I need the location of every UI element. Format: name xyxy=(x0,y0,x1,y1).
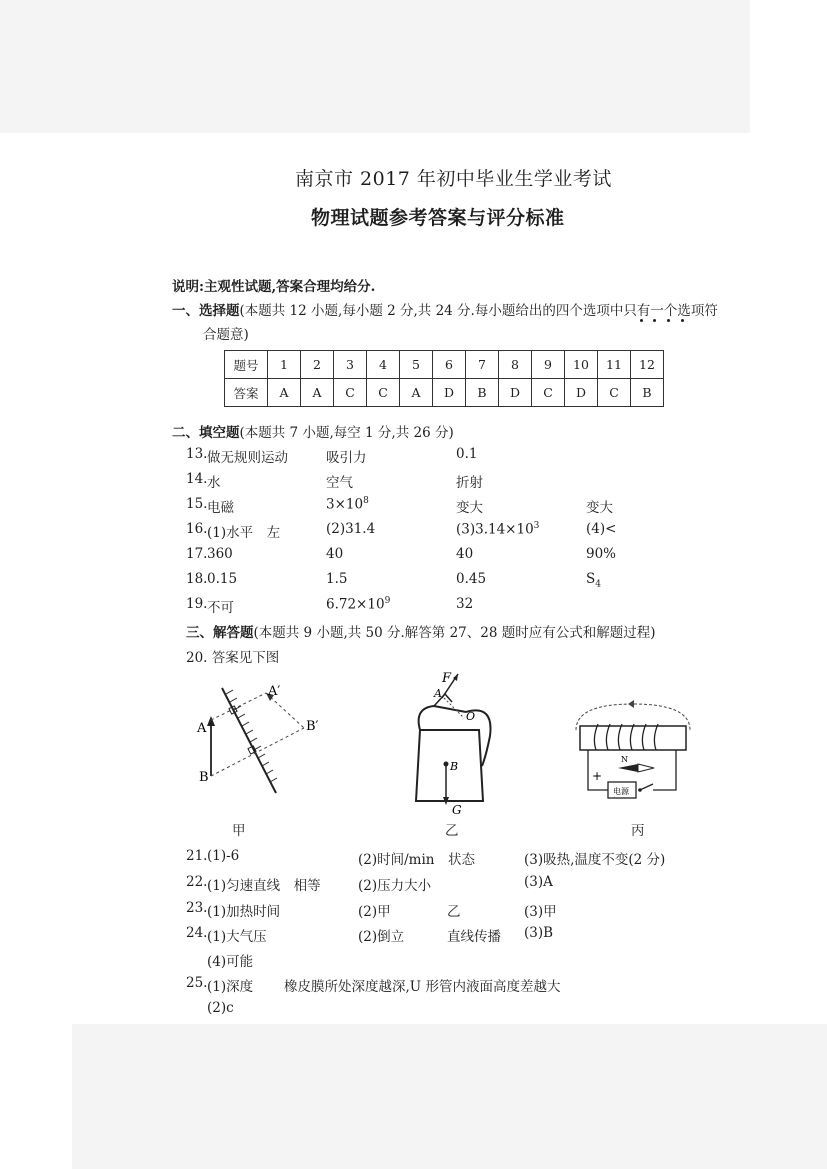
answer-cell: B xyxy=(466,379,499,407)
answer-cell: D xyxy=(565,379,598,407)
label-o: O xyxy=(466,710,476,723)
answer-text: $6.72\times 10^9$ xyxy=(326,596,391,613)
label-a: A xyxy=(197,721,207,736)
answer-cell: A xyxy=(400,379,433,407)
figure-solenoid-diagram xyxy=(568,690,698,805)
answer-text: 直线传播 xyxy=(447,929,501,945)
answer-text: 折射 xyxy=(456,475,483,491)
label-b-prime: B′ xyxy=(306,719,319,734)
answer-cell: C xyxy=(532,379,565,407)
section1-desc-cont: 合题意) xyxy=(203,327,249,343)
question-number: 23. xyxy=(186,900,208,916)
label-power-source: 电源 xyxy=(613,787,629,796)
section1-desc: (本题共 12 小题,每小题 2 分,共 24 分.每小题给出的四个选项中只有一个选项符 xyxy=(239,303,718,319)
answer-text: 做无规则运动 xyxy=(207,450,288,466)
kettle-lid xyxy=(419,706,466,730)
answer-text: 电磁 xyxy=(207,500,234,516)
answer-text: (2)c xyxy=(207,1000,234,1016)
question-number: 22. xyxy=(186,874,208,890)
label-f: F xyxy=(442,671,452,686)
question-number-cell: 5 xyxy=(400,351,433,379)
question-number-cell: 1 xyxy=(268,351,301,379)
answer-text: (1)大气压 xyxy=(207,929,267,945)
answer-text: (2)倒立 xyxy=(358,929,405,945)
answer-text: (2)甲 xyxy=(358,904,391,920)
question-number: 16. xyxy=(186,521,208,537)
section1-label: 一、选择题 xyxy=(172,303,240,319)
question-number-cell: 2 xyxy=(301,351,334,379)
answer-text: 水 xyxy=(207,475,221,491)
section3-desc: (本题共 9 小题,共 50 分.解答第 27、28 题时应有公式和解题过程) xyxy=(253,625,656,641)
section3-label: 三、解答题 xyxy=(186,625,254,641)
answer-cell: C xyxy=(598,379,631,407)
table-row-answers xyxy=(225,379,664,407)
answer-cell: A xyxy=(301,379,334,407)
answer-cell: C xyxy=(334,379,367,407)
compass-needle xyxy=(618,764,638,772)
answer-text: 橡皮膜所处深度越深,U 形管内液面高度差越大 xyxy=(284,979,561,995)
answer-text: (4)< xyxy=(586,521,617,537)
question-number: 25. xyxy=(186,975,208,991)
scan-margin-top xyxy=(0,0,750,133)
answer-text: (2)时间/min 状态 xyxy=(358,852,475,868)
scan-margin-bottom xyxy=(72,1024,827,1169)
answer-text: 不可 xyxy=(207,600,234,616)
label-a: A xyxy=(434,687,442,700)
answer-text: 0.1 xyxy=(456,446,478,462)
note: 说明:主观性试题,答案合理均给分. xyxy=(172,279,376,295)
question-number: 19. xyxy=(186,596,208,612)
question-number-cell: 7 xyxy=(466,351,499,379)
coil-windings xyxy=(594,724,658,750)
switch xyxy=(640,784,653,790)
answer-text: 40 xyxy=(326,546,344,562)
dashed-line-b xyxy=(211,728,304,776)
table-row-numbers xyxy=(225,351,664,379)
answer-cell: D xyxy=(433,379,466,407)
answer-text: (3)甲 xyxy=(524,904,557,920)
answer-text: (3)吸热,温度不变(2 分) xyxy=(524,852,666,868)
object-arrowhead xyxy=(207,716,215,726)
question-number-cell: 4 xyxy=(367,351,400,379)
answer-text: 40 xyxy=(456,546,474,562)
answer-cell: A xyxy=(268,379,301,407)
section2-label: 二、填空题 xyxy=(172,425,240,441)
answer-text: 变大 xyxy=(456,500,483,516)
answer-text: 360 xyxy=(207,546,233,562)
section3-heading xyxy=(186,621,656,641)
section1-heading xyxy=(172,299,718,319)
label-plus: + xyxy=(592,769,603,783)
question-number: 14. xyxy=(186,471,208,487)
table-header-cell: 题号 xyxy=(225,351,268,379)
figure-label-jia: 甲 xyxy=(232,823,246,839)
answer-text: (3)B xyxy=(524,925,554,941)
emphasis-dot xyxy=(667,319,670,322)
answer-text: 乙 xyxy=(447,904,461,920)
document-title: 南京市 2017 年初中毕业生学业考试 xyxy=(295,168,612,190)
question-number-cell: 11 xyxy=(598,351,631,379)
answer-text: (1)加热时间 xyxy=(207,904,281,920)
emphasis-dot xyxy=(653,319,656,322)
answer-text: (3)A xyxy=(524,874,553,890)
answer-text: 空气 xyxy=(326,475,353,491)
figure-label-bing: 丙 xyxy=(631,823,645,839)
question-number-cell: 8 xyxy=(499,351,532,379)
answer-text: 吸引力 xyxy=(326,450,367,466)
question-number-cell: 6 xyxy=(433,351,466,379)
choice-answer-table xyxy=(224,350,664,407)
mirror-line xyxy=(222,688,276,793)
question-number-cell: 9 xyxy=(532,351,565,379)
label-n: N xyxy=(621,755,628,764)
answer-text: 90% xyxy=(586,546,617,562)
label-b: B xyxy=(450,760,459,773)
label-b: B xyxy=(199,770,209,785)
answer-cell: D xyxy=(499,379,532,407)
table-header-cell: 答案 xyxy=(225,379,268,407)
answer-text: (1)-6 xyxy=(207,848,240,864)
answer-text: (2)压力大小 xyxy=(358,878,432,894)
question-number: 15. xyxy=(186,496,208,512)
emphasis-dot xyxy=(681,319,684,322)
answer-text: (2)31.4 xyxy=(326,521,376,537)
answer-text: 变大 xyxy=(586,500,613,516)
mirror-hatching xyxy=(226,690,277,782)
question-number: 18. xyxy=(186,571,208,587)
answer-text: $(3)3.14\times 10^3$ xyxy=(456,521,540,538)
question-number-cell: 12 xyxy=(631,351,664,379)
answer-cell: C xyxy=(367,379,400,407)
answer-text: 0.15 xyxy=(207,571,238,587)
switch-pivot xyxy=(638,788,642,792)
dashed-line-a xyxy=(211,693,266,720)
question-number-cell: 3 xyxy=(334,351,367,379)
question-number: 24. xyxy=(186,925,208,941)
answer-text: (1)匀速直线 相等 xyxy=(207,878,321,894)
figure-label-yi: 乙 xyxy=(445,823,459,839)
answer-text: $3\times 10^8$ xyxy=(326,496,369,513)
circuit-wire-right xyxy=(653,750,676,790)
answer-text: 0.45 xyxy=(456,571,487,587)
field-direction-arrow xyxy=(628,700,634,708)
compass-needle-tail xyxy=(638,764,654,772)
section2-heading xyxy=(172,421,454,441)
answer-text: (4)可能 xyxy=(207,954,254,970)
answer-cell: B xyxy=(631,379,664,407)
figure-mirror-diagram xyxy=(190,680,320,810)
answer-text: (1)水平 左 xyxy=(207,525,281,541)
answer-text: 32 xyxy=(456,596,474,612)
section2-desc: (本题共 7 小题,每空 1 分,共 26 分) xyxy=(239,425,454,441)
answer-text: (1)深度 xyxy=(207,979,254,995)
question-number: 21. xyxy=(186,848,208,864)
question-number: 17. xyxy=(186,546,208,562)
question-number: 13. xyxy=(186,446,208,462)
label-a-prime: A′ xyxy=(268,684,281,699)
answer-text: $S_4$ xyxy=(586,571,601,590)
label-g: G xyxy=(452,803,462,817)
q20-text: 20. 答案见下图 xyxy=(186,650,280,666)
answer-text: 1.5 xyxy=(326,571,348,587)
emphasis-dot xyxy=(640,319,643,322)
question-number-cell: 10 xyxy=(565,351,598,379)
document-subtitle: 物理试题参考答案与评分标准 xyxy=(311,207,565,229)
figure-kettle-diagram xyxy=(408,668,508,818)
